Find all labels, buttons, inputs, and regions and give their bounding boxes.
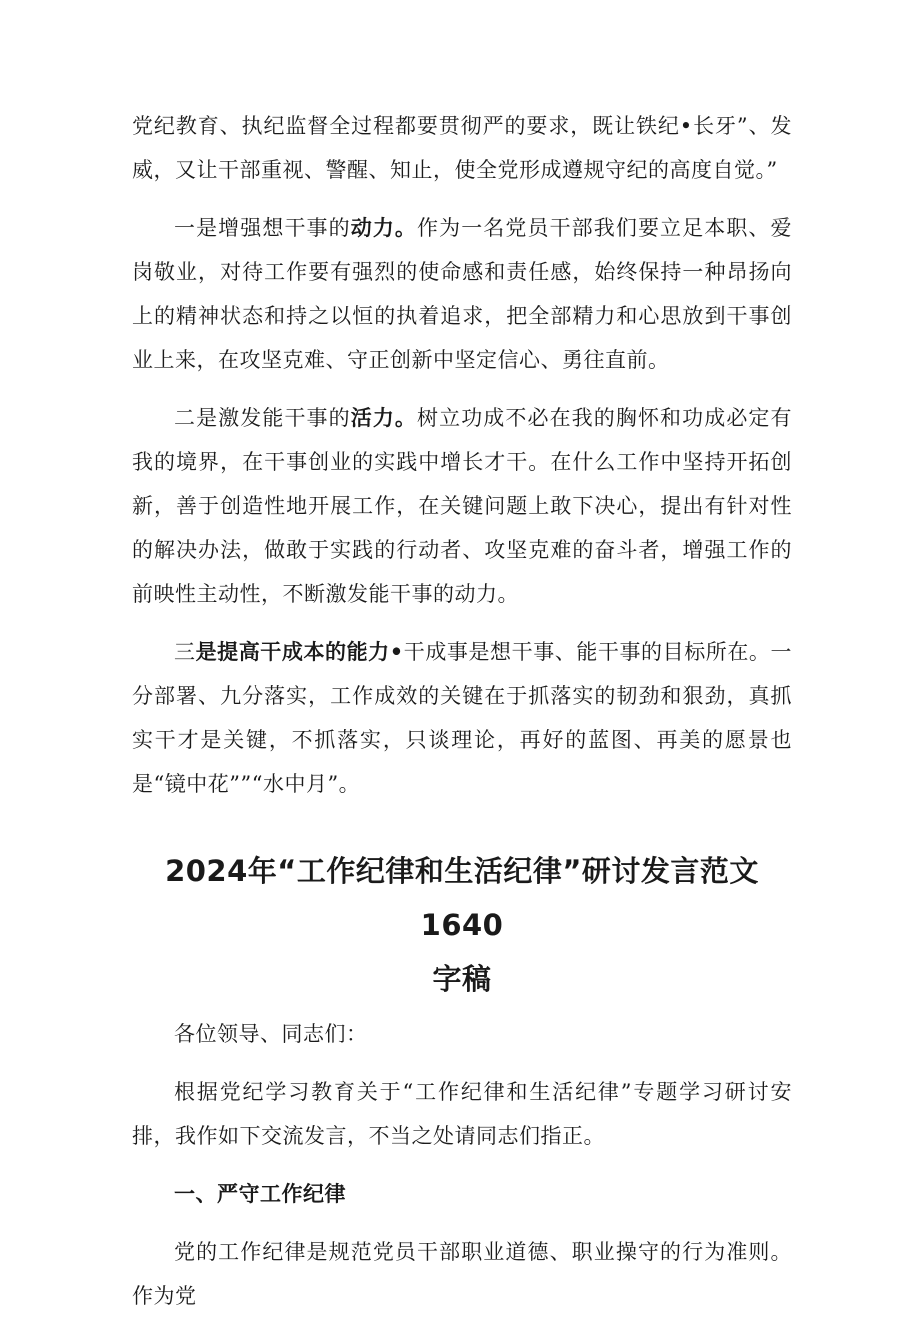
point-two-lead: 二是激发能干事的 — [174, 406, 351, 430]
paragraph-continued: 党纪教育、执纪监督全过程都要贯彻严的要求，既让铁纪•长牙”、发威，又让干部重视、警醒、知止，使全党形成遵规守纪的高度自觉。” — [132, 114, 792, 182]
paragraph-point-one — [132, 206, 792, 382]
point-two-body: 树立功成不必在我的胸怀和功成必定有我的境界，在干事创业的实践中增长才干。在什么工作中坚持开拓创新，善于创造性地开展工作，在关键问题上敢下决心，提出有针对性的解决办法，做敢于实践的行动者、攻坚克难的奋斗者，增强工作的前映性主动性，不断激发能干事的动力。 — [132, 406, 793, 606]
salutation: 各位领导、同志们： — [174, 1022, 368, 1046]
point-two-emphasis: 活力。 — [350, 405, 418, 430]
title-line-1: 2024年“工作纪律和生活纪律”研讨发言范文1640 — [165, 854, 759, 942]
point-one-lead: 一是增强想干事的 — [174, 216, 351, 240]
point-one-body: 作为一名党员干部我们要立足本职、爱岗敬业，对待工作要有强烈的使命感和责任感，始终保持一种昂扬向上的精神状态和持之以恒的执着追求，把全部精力和心思放到干事创业上来，在攻坚克难、守正创新中坚定信心、勇往直前。 — [132, 216, 793, 372]
paragraph-point-two — [132, 396, 792, 616]
point-three-emphasis: 是提高干成本的能力• — [195, 639, 404, 664]
paragraph-point-three — [132, 630, 792, 806]
point-three-lead: 三 — [174, 640, 196, 664]
point-three-body: 干成事是想干事、能干事的目标所在。一分部署、九分落实，工作成效的关键在于抓落实的韧劲和狠劲，真抓实干才是关键，不抓落实，只谈理论，再好的蓝图、再美的愿景也是“镜中花””“水中月”。 — [132, 640, 793, 796]
intro-paragraph: 根据党纪学习教育关于“工作纪律和生活纪律”专题学习研讨安排，我作如下交流发言，不当之处请同志们指正。 — [132, 1080, 792, 1148]
title-line-2: 字稿 — [432, 962, 492, 996]
body-paragraph: 党的工作纪律是规范党员干部职业道德、职业操守的行为准则。作为党 — [132, 1240, 792, 1308]
point-one-emphasis: 动力。 — [350, 215, 418, 240]
document-title — [132, 844, 792, 1006]
section-heading: 一、严守工作纪律 — [174, 1182, 346, 1206]
top-margin — [132, 0, 792, 104]
